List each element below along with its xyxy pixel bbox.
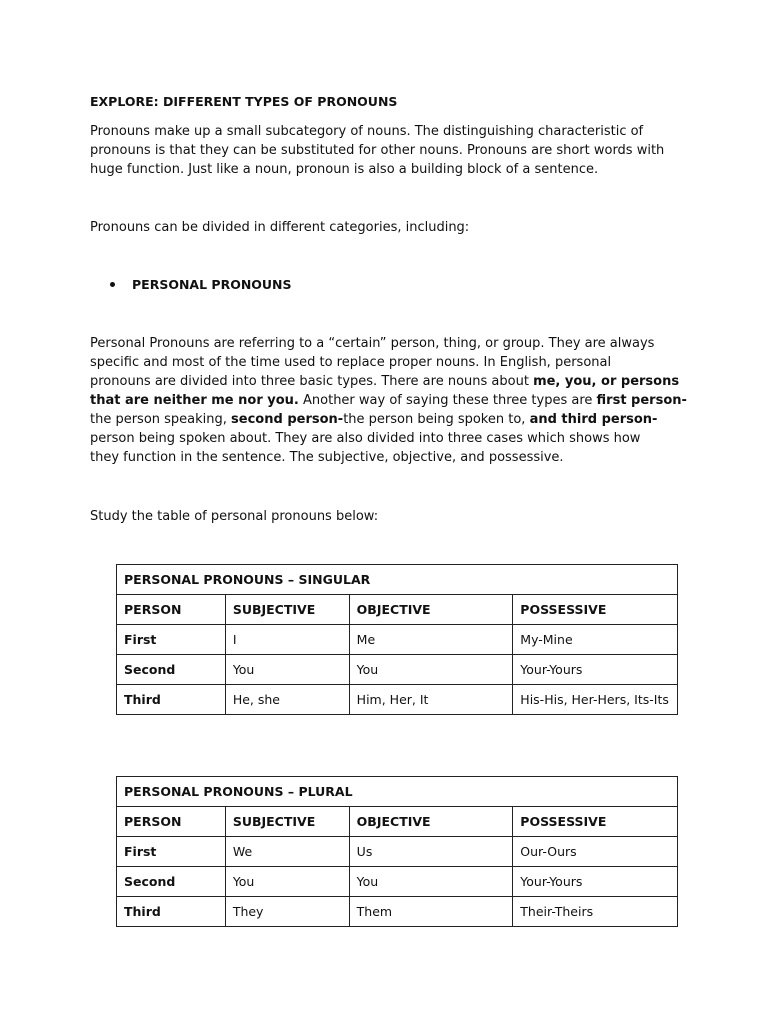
table-cell: Them [349,897,513,927]
table-cell: Your-Yours [513,655,678,685]
personal-pronouns-paragraph [90,334,690,467]
table-header-row [117,807,678,837]
paragraph-line: specific and most of the time used to replace proper nouns. In English, personal [90,355,612,370]
column-header: PERSON [117,595,226,625]
table-cell: Us [349,837,513,867]
person-cell: Second [117,655,226,685]
table-title: PERSONAL PRONOUNS – PLURAL [117,777,678,807]
table-row [117,897,678,927]
paragraph-line: Personal Pronouns are referring to a “certain” person, thing, or group. They are always [90,336,655,351]
table-cell: We [225,837,349,867]
person-cell: First [117,625,226,655]
table-cell: They [225,897,349,927]
column-header: OBJECTIVE [349,807,513,837]
intro-line: Pronouns make up a small subcategory of nouns. The distinguishing characteristic of [90,124,644,139]
paragraph-text: the person being spoken to, [343,412,530,427]
table-cell: His-His, Her-Hers, Its-Its [513,685,678,715]
table-cell: You [349,655,513,685]
person-cell: Third [117,897,226,927]
paragraph-line [90,410,690,429]
table-cell: Our-Ours [513,837,678,867]
table-cell: Their-Theirs [513,897,678,927]
plural-pronoun-table [116,776,678,927]
table-row [117,837,678,867]
paragraph-line: they function in the sentence. The subjective, objective, and possessive. [90,450,564,465]
paragraph-line: person being spoken about. They are also divided into three cases which shows how [90,431,641,446]
paragraph-line [90,372,690,391]
bold-text: me, you, or persons [533,374,680,389]
table-cell: My-Mine [513,625,678,655]
table-row [117,625,678,655]
paragraph-text: pronouns are divided into three basic types. There are nouns about [90,374,534,389]
table-title-row [117,777,678,807]
singular-pronoun-table [116,564,678,715]
bold-text: and third person- [529,412,658,427]
table-row [117,867,678,897]
study-text: Study the table of personal pronouns below: [90,509,379,524]
column-header: SUBJECTIVE [225,595,349,625]
table-cell: He, she [225,685,349,715]
table-cell: Him, Her, It [349,685,513,715]
bullet-icon [110,282,115,287]
table-cell: You [349,867,513,897]
table-title: PERSONAL PRONOUNS – SINGULAR [117,565,678,595]
bullet-label: PERSONAL PRONOUNS [132,277,292,292]
column-header: OBJECTIVE [349,595,513,625]
column-header: PERSON [117,807,226,837]
bullet-item [110,277,292,292]
intro-line: pronouns is that they can be substituted for other nouns. Pronouns are short words with [90,143,665,158]
table-row [117,655,678,685]
person-cell: Second [117,867,226,897]
intro-line: huge function. Just like a noun, pronoun is also a building block of a sentence. [90,162,599,177]
intro-paragraph [90,122,690,179]
column-header: POSSESSIVE [513,595,678,625]
table-cell: I [225,625,349,655]
column-header: SUBJECTIVE [225,807,349,837]
table-title-row [117,565,678,595]
table-cell: Me [349,625,513,655]
table-cell: Your-Yours [513,867,678,897]
table-row [117,685,678,715]
person-cell: First [117,837,226,867]
bold-text: second person- [231,412,344,427]
person-cell: Third [117,685,226,715]
column-header: POSSESSIVE [513,807,678,837]
table-cell: You [225,655,349,685]
bold-text: that are neither me nor you. [90,393,299,408]
bold-text: first person- [596,393,687,408]
paragraph-line [90,391,690,410]
paragraph-text: Another way of saying these three types are [298,393,597,408]
table-header-row [117,595,678,625]
categories-intro: Pronouns can be divided in different categories, including: [90,220,470,235]
table-cell: You [225,867,349,897]
page-heading: EXPLORE: DIFFERENT TYPES OF PRONOUNS [90,94,398,109]
paragraph-text: the person speaking, [90,412,232,427]
